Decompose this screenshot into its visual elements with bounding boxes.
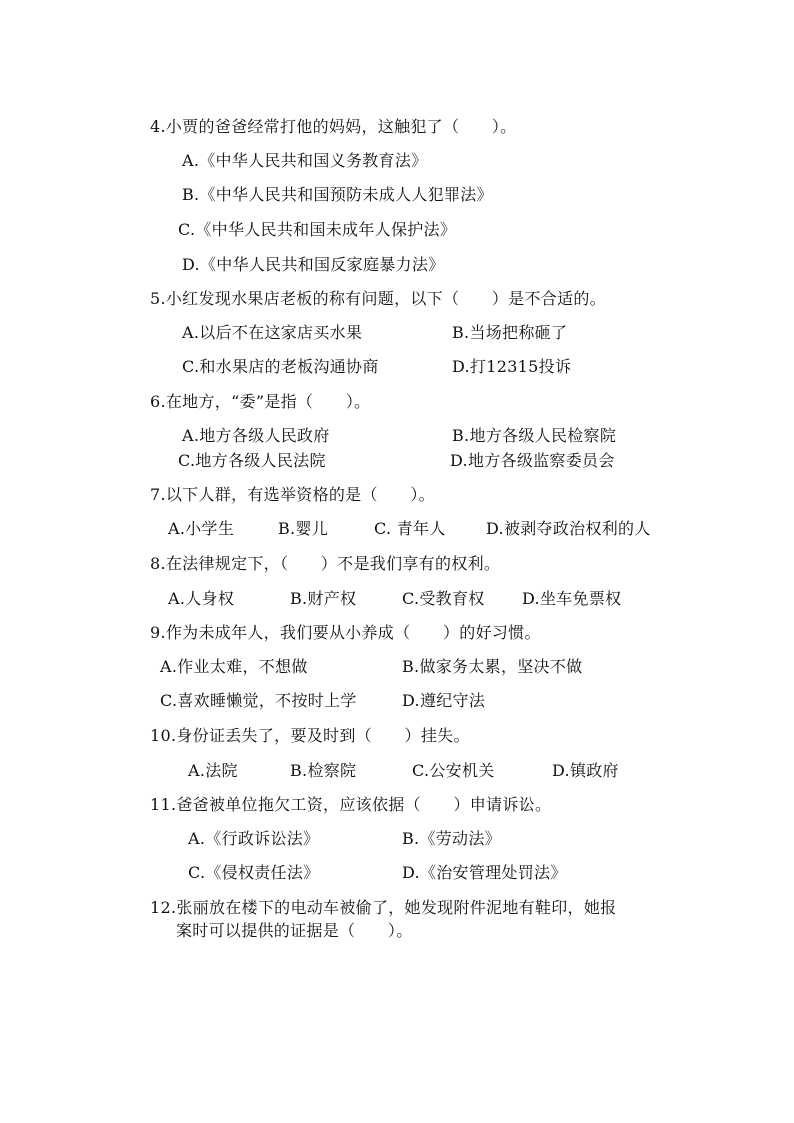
question-12-stem-continued: 案时可以提供的证据是（ ）。 [176,921,413,940]
question-9-option-a: A.作业太难，不想做 [160,657,308,676]
question-5-option-d: D.打12315投诉 [452,357,572,376]
question-7-option-d: D.被剥夺政治权利的人 [486,519,651,538]
question-8-option-d: D.坐车免票权 [522,589,622,608]
question-5-option-a: A.以后不在这家店买水果 [182,323,363,342]
question-6-option-c: C.地方各级人民法院 [178,451,326,470]
question-6-stem: 6.在地方，“委”是指（ ）。 [150,392,371,411]
question-5-option-c: C.和水果店的老板沟通协商 [182,357,379,376]
question-6-option-b: B.地方各级人民检察院 [452,426,617,445]
question-8-option-b: B.财产权 [290,589,357,608]
question-9-option-d: D.遵纪守法 [402,691,486,710]
question-4-stem: 4.小贾的爸爸经常打他的妈妈，这触犯了（ ）。 [150,117,517,136]
question-10-option-a: A.法院 [188,761,238,780]
question-4-option-b: B.《中华人民共和国预防未成人人犯罪法》 [182,185,493,204]
question-9-option-c: C.喜欢睡懒觉，不按时上学 [160,691,357,710]
question-7-option-b: B.婴儿 [278,519,329,538]
question-9-option-b: B.做家务太累，坚决不做 [402,657,583,676]
question-12-stem: 12.张丽放在楼下的电动车被偷了，她发现附件泥地有鞋印，她报 [150,898,617,917]
question-5-option-b: B.当场把称砸了 [452,323,568,342]
question-11-option-d: D.《治安管理处罚法》 [402,863,567,882]
question-10-option-c: C.公安机关 [412,761,495,780]
question-6-option-d: D.地方各级监察委员会 [450,451,615,470]
question-4-option-c: C.《中华人民共和国未成年人保护法》 [178,220,457,239]
question-10-option-d: D.镇政府 [552,761,619,780]
question-7-stem: 7.以下人群，有选举资格的是（ ）。 [150,485,435,504]
question-8-option-a: A.人身权 [168,589,235,608]
question-11-stem: 11.爸爸被单位拖欠工资，应该依据（ ）申请诉讼。 [150,795,552,814]
question-6-option-a: A.地方各级人民政府 [182,426,330,445]
question-7-option-a: A.小学生 [168,519,235,538]
question-4-option-a: A.《中华人民共和国义务教育法》 [182,151,428,170]
question-8-stem: 8.在法律规定下，（ ）不是我们享有的权利。 [150,554,501,573]
question-8-option-c: C.受教育权 [402,589,485,608]
question-11-option-a: A.《行政诉讼法》 [188,829,320,848]
question-4-option-d: D.《中华人民共和国反家庭暴力法》 [182,255,445,274]
question-5-stem: 5.小红发现水果店老板的称有问题，以下（ ）是不合适的。 [150,289,606,308]
question-10-stem: 10.身份证丢失了，要及时到（ ）挂失。 [150,726,470,745]
question-11-option-c: C.《侵权责任法》 [188,863,320,882]
question-11-option-b: B.《劳动法》 [402,829,501,848]
question-9-stem: 9.作为未成年人，我们要从小养成（ ）的好习惯。 [150,623,541,642]
question-7-option-c: C. 青年人 [374,519,446,538]
question-10-option-b: B.检察院 [290,761,357,780]
